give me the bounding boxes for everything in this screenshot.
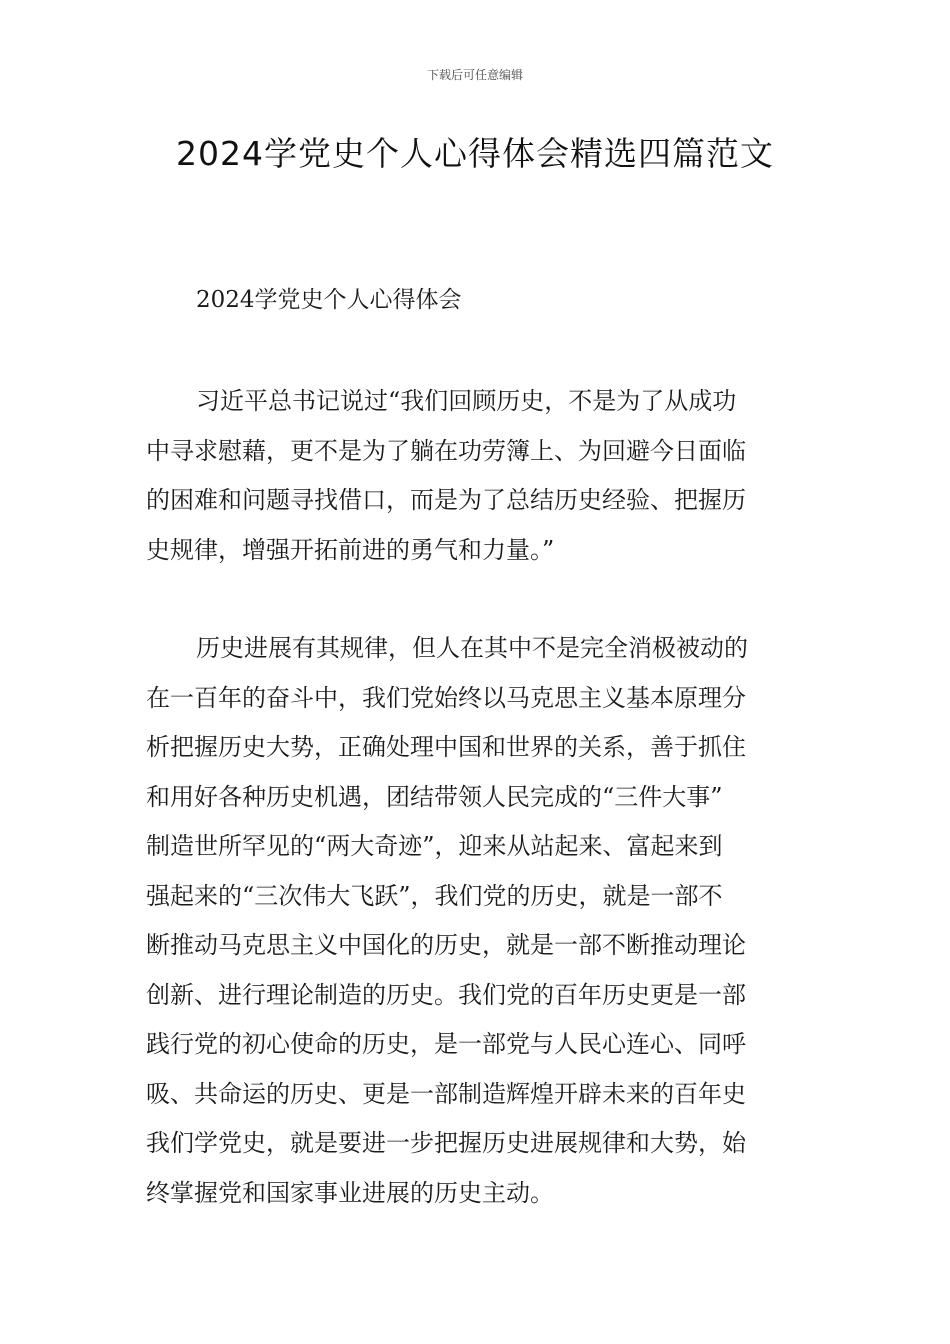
- document-title: 2024学党史个人心得体会精选四篇范文: [176, 134, 774, 173]
- section-heading: 2024学党史个人心得体会: [196, 287, 462, 313]
- paragraph-line: 我们学党史，就是要进一步把握历史进展规律和大势，始: [146, 1129, 746, 1157]
- paragraph-line: 创新、进行理论制造的历史。我们党的百年历史更是一部: [146, 980, 746, 1009]
- page-header-note: 下载后可任意编辑: [426, 68, 523, 82]
- paragraph-line: 制造世所罕见的“两大奇迹”，迎来从站起来、富起来到: [146, 832, 723, 860]
- paragraph-line: 和用好各种历史机遇，团结带领人民完成的“三件大事”: [146, 782, 723, 811]
- paragraph-line: 中寻求慰藉，更不是为了躺在功劳簿上、为回避今日面临: [146, 436, 746, 465]
- paragraph-line: 践行党的初心使命的历史，是一部党与人民心连心、同呼: [146, 1030, 746, 1058]
- paragraph-2: [146, 624, 806, 1218]
- paragraph-line: 断推动马克思主义中国化的历史，就是一部不断推动理论: [146, 931, 746, 959]
- paragraph-line: 的困难和问题寻找借口，而是为了总结历史经验、把握历: [146, 486, 746, 514]
- paragraph-line: 析把握历史大势，正确处理中国和世界的关系，善于抓住: [146, 733, 746, 761]
- paragraph-line: 终掌握党和国家事业进展的历史主动。: [146, 1178, 554, 1207]
- paragraph-line: 史规律，增强开拓前进的勇气和力量。”: [146, 535, 555, 564]
- paragraph-line: 吸、共命运的历史、更是一部制造辉煌开辟未来的百年史: [146, 1079, 746, 1108]
- paragraph-line: 历史进展有其规律，但人在其中不是完全消极被动的: [196, 634, 748, 662]
- paragraph-line: 强起来的“三次伟大飞跃”，我们党的历史，就是一部不: [146, 881, 723, 910]
- paragraph-line: 在一百年的奋斗中，我们党始终以马克思主义基本原理分: [146, 683, 746, 712]
- paragraph-1: [146, 377, 806, 575]
- paragraph-line: 习近平总书记说过“我们回顾历史，不是为了从成功: [196, 387, 737, 415]
